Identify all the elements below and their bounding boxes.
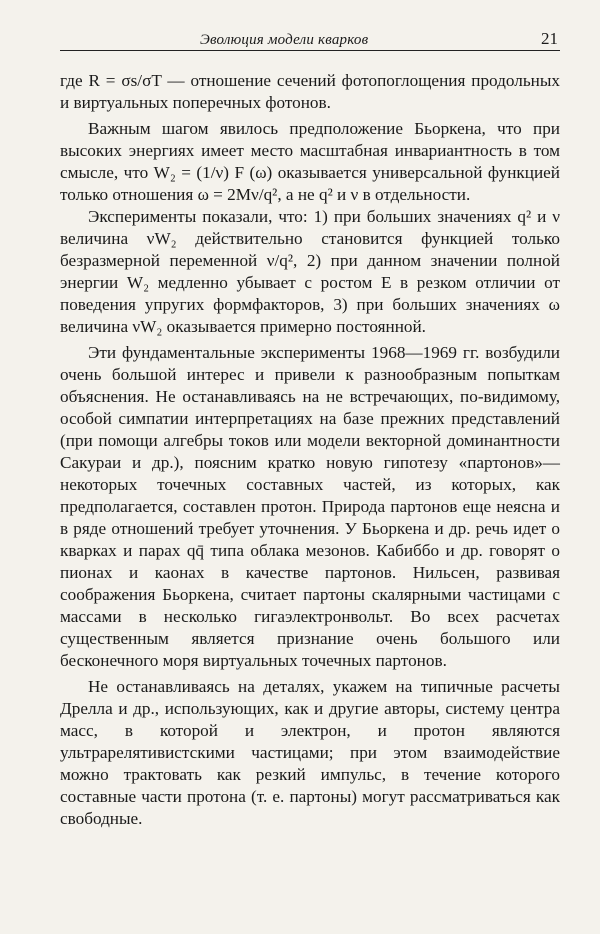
body-text bbox=[60, 70, 560, 830]
page-number: 21 bbox=[541, 29, 558, 48]
paragraph-4: Эти фундаментальные эксперименты 1968—1969 гг. возбудили очень большой интерес и привели к разнообразным попыткам объяснения. Не останавливаясь на не встречающих, по-видимому, особой симпатии интерпретациях на базе прежних представлений (при помощи алгебры токов или модели векторной доминантности Сакураи и др.), поясним кратко новую гипотезу «партонов»— некоторых точечных составных частей, из которых, как предполагается, составлен протон. Природа партонов еще неясна и в ряде отношений требует уточнения. У Бьоркена и др. речь идет о кварках и парах qq̄ типа облака мезонов. Кабиббо и др. говорят о пионах и каонах в качестве партонов. Нильсен, развивая соображения Бьоркена, считает партоны скалярными частицами с массами в несколько гигаэлектронвольт. Во всех расчетах существенным является признание очень большого или бесконечного моря виртуальных точечных партонов. bbox=[60, 343, 560, 670]
paragraph-2: Важным шагом явилось предположение Бьоркена, что при высоких энергиях имеет место масштабная инвариантность в том смысле, что W₂ = (1/ν) F (ω) оказывается универсальной функцией только отношения ω = 2Mν/q², а не q² и ν в отдельности. bbox=[60, 119, 560, 204]
paragraph-1: где R = σs/σT — отношение сечений фотопоглощения продольных и виртуальных поперечных фотонов. bbox=[60, 71, 560, 112]
paragraph-3: Эксперименты показали, что: 1) при больших значениях q² и ν величина νW₂ действительно становится функцией только безразмерной переменной ν/q², 2) при данном значении полной энергии W₂ медленно убывает с ростом E в резком отличии от поведения упругих формфакторов, 3) при больших значениях ω величина νW₂ оказывается примерно постоянной. bbox=[60, 207, 560, 336]
running-head bbox=[60, 28, 560, 51]
paragraph-5: Не останавливаясь на деталях, укажем на типичные расчеты Дрелла и др., использующих, как и другие авторы, систему центра масс, в которой и электрон, и протон являются ультрарелятивистскими частицами; при этом взаимодействие можно трактовать как резкий импульс, в течение которого составные части протона (т. е. партоны) могут рассматриваться как свободные. bbox=[60, 677, 560, 828]
running-head-title: Эволюция модели кварков bbox=[200, 32, 369, 48]
